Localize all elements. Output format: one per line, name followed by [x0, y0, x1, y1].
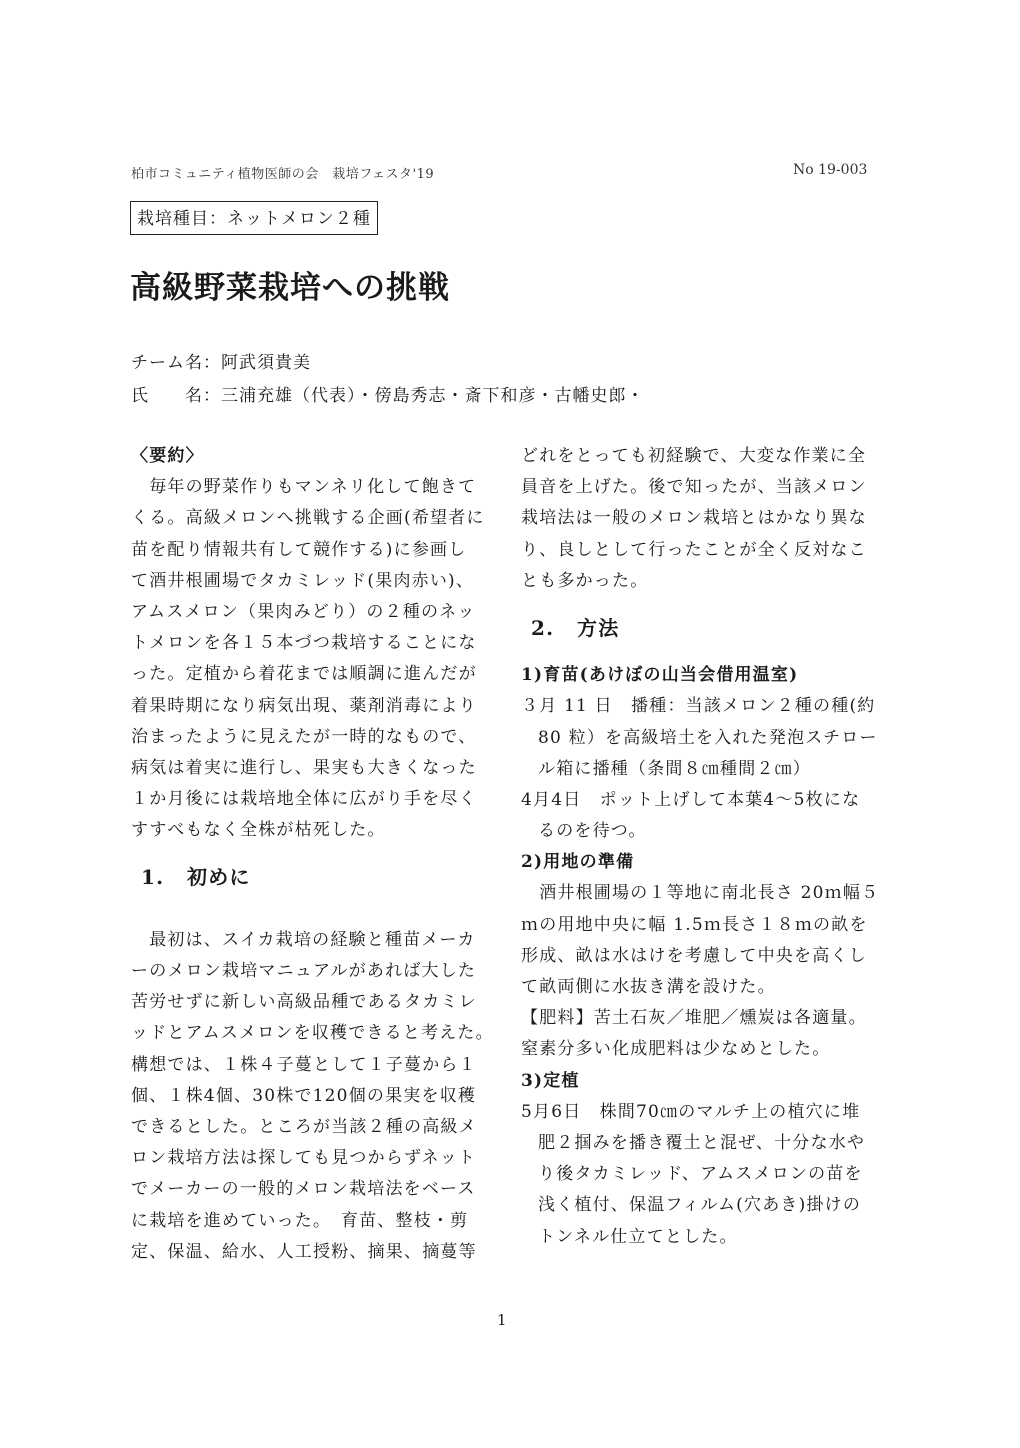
- summary-line: った。定植から着花までは順調に進んだが: [131, 664, 477, 685]
- subsection-3-line: 浅く植付、保温フィルム(穴あき)掛けの: [538, 1195, 862, 1216]
- summary-line: 着果時期になり病気出現、薬剤消毒により: [131, 695, 477, 716]
- document-number: No 19-003: [793, 162, 868, 178]
- summary-line: １か月後には栽培地全体に広がり手を尽く: [131, 789, 477, 810]
- names-label: 氏 名：: [131, 386, 221, 406]
- continued-line: 員音を上げた。後で知ったが、当該メロン: [521, 477, 867, 498]
- subsection-2-body: [521, 878, 883, 1065]
- team-value: 阿武須貴美: [221, 353, 311, 373]
- section-1-number: 1.: [141, 865, 165, 890]
- summary-body: [131, 472, 493, 846]
- summary-heading: 〈要約〉: [131, 446, 204, 466]
- section-1-line: でメーカーの一般的メロン栽培法をベース: [131, 1179, 476, 1200]
- subsection-1-line: ル箱に播種（条間８㎝種間２㎝）: [538, 758, 811, 779]
- section-1-line: ッドとアムスメロンを収穫できると考えた。: [131, 1023, 494, 1044]
- continued-text: [521, 441, 883, 597]
- summary-line: 病気は着実に進行し、果実も大きくなった: [131, 757, 477, 778]
- subsection-2-heading: 2)用地の準備: [521, 852, 635, 873]
- section-1-line: 定、保温、給水、人工授粉、摘果、摘蔓等: [131, 1241, 477, 1262]
- subsection-3-heading: 3)定植: [521, 1070, 580, 1091]
- subsection-2-line: 窒素分多い化成肥料は少なめとした。: [521, 1039, 831, 1060]
- summary-line: アムスメロン（果肉みどり）の２種のネッ: [131, 601, 476, 622]
- subsection-1-line: 80 粒）を高級培土を入れた発泡スチロー: [538, 727, 878, 748]
- section-1-line: 構想では、１株４子蔓として１子蔓から１: [131, 1054, 477, 1075]
- section-1-line: ーのメロン栽培マニュアルがあれば大した: [131, 961, 477, 981]
- left-column: [131, 441, 493, 1268]
- subsection-1-line: 4月4日 ポット上げして本葉4～5枚にな: [521, 789, 861, 810]
- team-name-line: [131, 348, 311, 373]
- subsection-2-line: ｍの用地中央に幅 1.5ｍ長さ１８ｍの畝を: [521, 914, 868, 935]
- summary-line: 治まったように見えたが一時的なもので、: [131, 726, 477, 747]
- subsection-2-line: 酒井根圃場の１等地に南北長さ 20ｍ幅５: [521, 883, 880, 904]
- subsection-3-body: [521, 1097, 883, 1253]
- section-2-number: 2.: [531, 615, 555, 640]
- subsection-2-line: て畝両側に水抜き溝を設けた。: [521, 977, 776, 997]
- section-2-title: 方法: [577, 615, 620, 640]
- subsection-3-line: 肥２掴みを播き覆土と混ぜ、十分な水や: [538, 1132, 866, 1153]
- team-label: チーム名：: [131, 353, 221, 373]
- right-column: [521, 441, 883, 1253]
- subsection-1-line: るのを待つ。: [538, 821, 647, 842]
- section-1-heading: [131, 862, 493, 893]
- subsection-2-line: 形成、畝は水はけを考慮して中央を高くし: [521, 945, 867, 966]
- member-names-line: [131, 381, 645, 406]
- crop-category-box: 栽培種目：ネットメロン２種: [130, 201, 378, 235]
- subsection-3-line: り後タカミレッド、アムスメロンの苗を: [538, 1164, 863, 1185]
- section-1-body: [131, 925, 493, 1268]
- page-number: 1: [497, 1311, 507, 1329]
- header-left: 柏市コミュニティ植物医師の会 栽培フェスタ'19: [131, 167, 435, 182]
- subsection-3-line: トンネル仕立てとした。: [538, 1226, 738, 1247]
- continued-line: り、良しとして行ったことが全く反対なこ: [521, 539, 867, 560]
- section-1-line: ロン栽培方法は探しても見つからずネット: [131, 1148, 477, 1169]
- section-1-line: できるとした。ところが当該２種の高級メ: [131, 1116, 477, 1137]
- summary-line: 苗を配り情報共有して競作する)に参画し: [131, 539, 467, 560]
- section-1-line: に栽培を進めていった。 育苗、整枝・剪: [131, 1210, 469, 1231]
- continued-line: 栽培法は一般のメロン栽培とはかなり異な: [521, 508, 867, 529]
- subsection-2-line: 【肥料】苦土石灰／堆肥／燻炭は各適量。: [521, 1008, 867, 1029]
- subsection-3-line: 5月6日 株間70㎝のマルチ上の植穴に堆: [521, 1101, 861, 1122]
- summary-line: 毎年の野菜作りもマンネリ化して飽きて: [131, 477, 477, 498]
- section-1-line: 個、１株4個、30株で120個の果実を収穫: [131, 1085, 477, 1106]
- subsection-1-heading: 1)育苗(あけぼの山当会借用温室): [521, 665, 799, 686]
- summary-line: トメロンを各１５本づつ栽培することにな: [131, 633, 477, 654]
- subsection-1-body: [521, 691, 883, 847]
- section-1-title: 初めに: [187, 865, 251, 890]
- summary-line: て酒井根圃場でタカミレッド(果肉赤い)、: [131, 570, 475, 591]
- section-1-line: 最初は、スイカ栽培の経験と種苗メーカ: [131, 929, 476, 950]
- names-value: 三浦充雄（代表）・傍島秀志・斎下和彦・古幡史郎・: [221, 386, 645, 406]
- summary-line: すすべもなく全株が枯死した。: [131, 820, 386, 841]
- subsection-1-line: ３月 11 日 播種：当該メロン２種の種(約: [521, 696, 876, 717]
- section-2-heading: [521, 613, 883, 644]
- continued-line: とも多かった。: [521, 570, 649, 591]
- page-title: 高級野菜栽培への挑戦: [130, 270, 450, 306]
- section-1-line: 苦労せずに新しい高級品種であるタカミレ: [131, 992, 477, 1013]
- continued-line: どれをとっても初経験で、大変な作業に全: [521, 446, 867, 466]
- summary-line: くる。高級メロンへ挑戦する企画(希望者に: [131, 508, 485, 529]
